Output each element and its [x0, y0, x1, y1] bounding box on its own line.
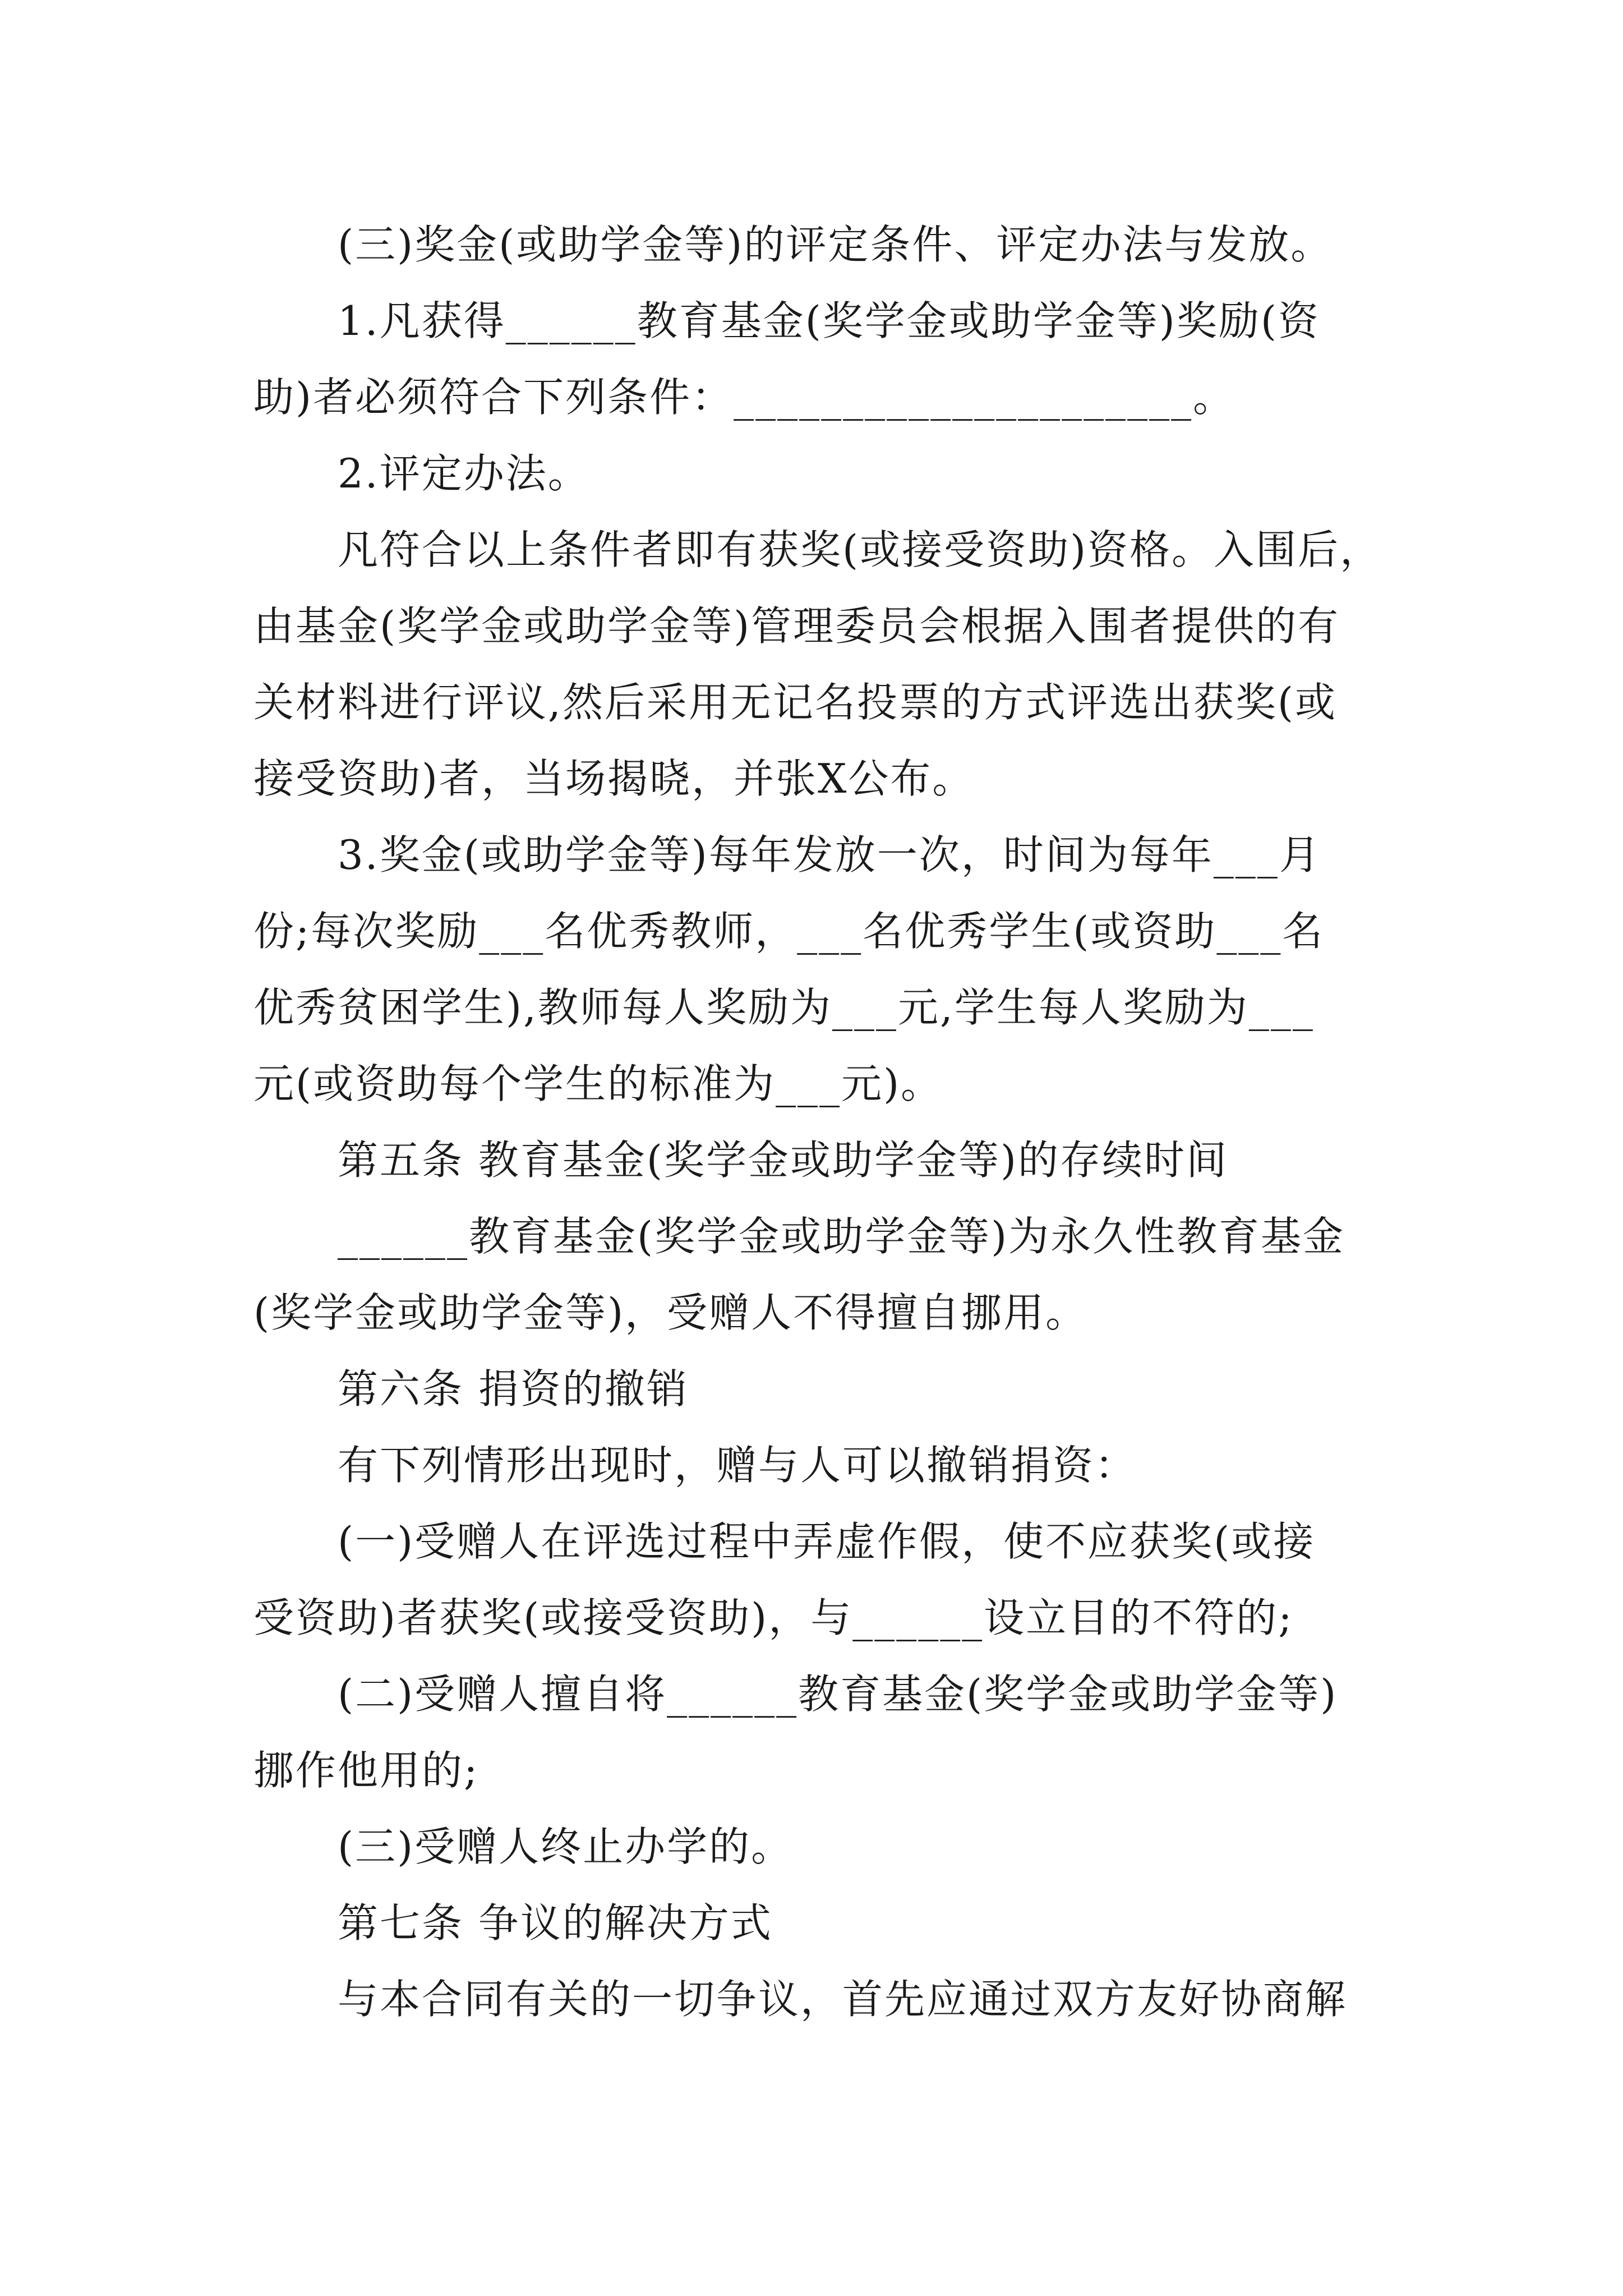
text-line: 2.评定办法。 [338, 450, 590, 497]
text-line: (二)受赠人擅自将______教育基金(奖学金或助学金等) [338, 1671, 1338, 1718]
text-line: 与本合同有关的一切争议，首先应通过双方友好协商解 [338, 1976, 1348, 2023]
text-line: 凡符合以上条件者即有获奖(或接受资助)资格。入围后， [338, 526, 1382, 573]
text-line: (一)受赠人在评选过程中弄虚作假，使不应获奖(或接 [338, 1518, 1316, 1565]
article-heading: 第五条 教育基金(奖学金或助学金等)的存续时间 [338, 1137, 1229, 1184]
text-line: 受资助)者获奖(或接受资助)，与______设立目的不符的; [253, 1594, 1294, 1641]
text-line: 份;每次奖励___名优秀教师，___名优秀学生(或资助___名 [253, 908, 1325, 955]
text-line: 由基金(奖学金或助学金等)管理委员会根据入围者提供的有 [253, 602, 1340, 650]
text-line: 挪作他用的; [253, 1747, 479, 1794]
text-line: 3.奖金(或助学金等)每年发放一次，时间为每年___月 [338, 831, 1321, 878]
article-heading: 第七条 争议的解决方式 [338, 1899, 773, 1947]
text-line: (奖学金或助学金等)，受赠人不得擅自挪用。 [253, 1289, 1088, 1336]
text-line: 1.凡获得______教育基金(奖学金或助学金等)奖励(资 [338, 297, 1320, 344]
text-line: (三)受赠人终止办学的。 [338, 1823, 794, 1870]
article-heading: 第六条 捐资的撤销 [338, 1365, 689, 1412]
text-line: 元(或资助每个学生的标准为___元)。 [253, 1060, 943, 1107]
text-line: ______教育基金(奖学金或助学金等)为永久性教育基金 [338, 1213, 1345, 1260]
text-line: 优秀贫困学生),教师每人奖励为___元,学生每人奖励为___ [253, 984, 1315, 1031]
text-line: 助)者必须符合下列条件：_____________________。 [253, 374, 1235, 421]
document-body [253, 206, 1381, 2037]
text-line: 有下列情形出现时，赠与人可以撤销捐资： [338, 1442, 1137, 1489]
text-line: (三)奖金(或助学金等)的评定条件、评定办法与发放。 [338, 221, 1333, 268]
text-line: 接受资助)者，当场揭晓，并张X公布。 [253, 755, 975, 802]
text-line: 关材料进行评议,然后采用无记名投票的方式评选出获奖(或 [253, 679, 1337, 726]
